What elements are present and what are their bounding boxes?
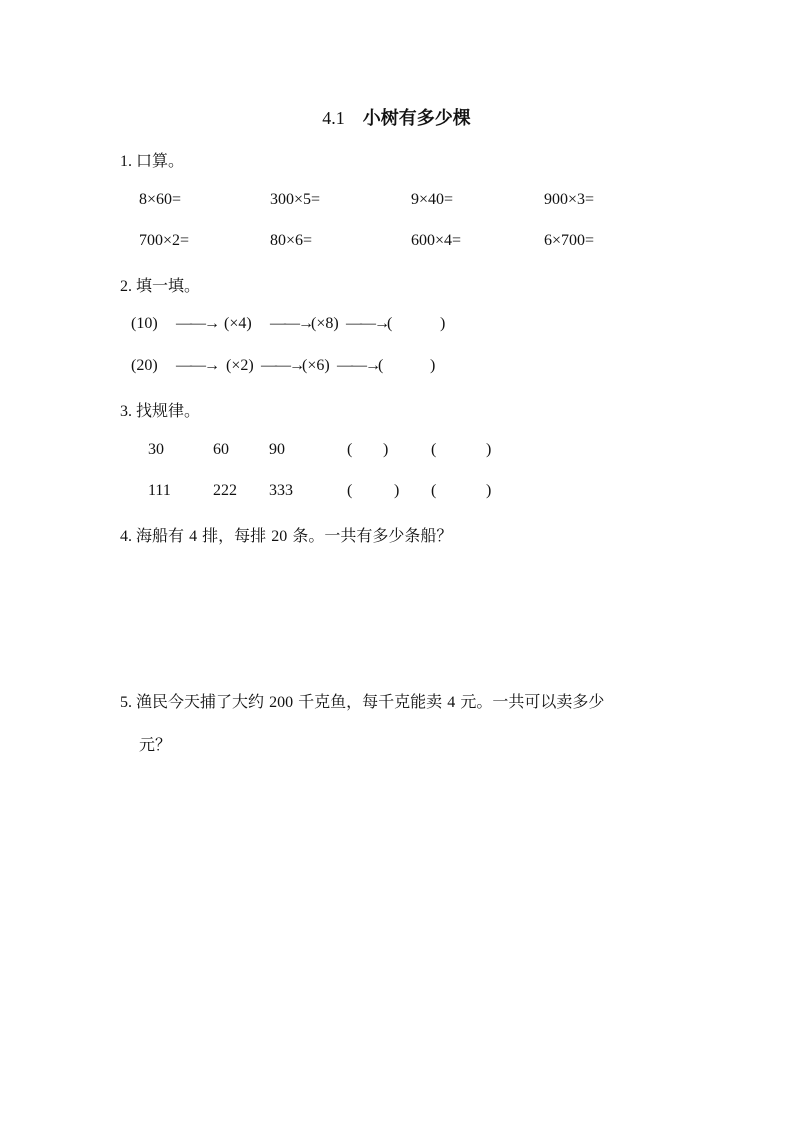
- question-number: 5.: [120, 694, 136, 711]
- chain-operation: (×6): [302, 357, 330, 374]
- question-number: 3.: [120, 403, 136, 420]
- question-number-value: 20: [271, 528, 288, 545]
- chain-operation: (×2): [226, 357, 254, 374]
- answer-blank-open[interactable]: (: [347, 441, 353, 458]
- question-2-heading: [120, 273, 200, 296]
- math-item: 700×2=: [139, 232, 190, 249]
- pattern-value: 333: [269, 482, 293, 499]
- answer-blank-close: ): [430, 357, 436, 374]
- math-item: 6×700=: [544, 232, 595, 249]
- answer-blank-close: ): [394, 482, 400, 499]
- question-text: 找规律。: [136, 401, 201, 420]
- question-text: 口算。: [136, 151, 185, 170]
- answer-blank-open[interactable]: (: [378, 357, 384, 374]
- pattern-value: 30: [148, 441, 164, 458]
- question-text: 填一填。: [136, 276, 201, 295]
- arrow-icon: ——→: [261, 357, 303, 374]
- answer-blank-open[interactable]: (: [387, 315, 393, 332]
- page-title: [0, 104, 793, 130]
- answer-blank-close: ): [440, 315, 446, 332]
- arrow-icon: ——→: [176, 357, 218, 374]
- chain-start: (20): [131, 357, 158, 374]
- question-text-part: 千克鱼，每千克能卖: [293, 692, 448, 711]
- arrow-icon: ——→: [176, 315, 218, 332]
- question-text-part: 条。一共有多少条船？: [287, 526, 453, 545]
- question-3-heading: [120, 398, 200, 421]
- math-item: 8×60=: [139, 191, 182, 208]
- arrow-icon: ——→: [346, 315, 388, 332]
- question-number: 4.: [120, 528, 136, 545]
- question-text-part: 元。一共可以卖多少: [455, 692, 605, 711]
- section-number: 4.1: [322, 108, 345, 128]
- chain-operation: (×4): [224, 315, 252, 332]
- question-5-line-1: [120, 689, 604, 712]
- pattern-value: 222: [213, 482, 237, 499]
- answer-space-5[interactable]: [120, 765, 680, 965]
- answer-blank-open[interactable]: (: [431, 441, 437, 458]
- question-text-part: 渔民今天捕了大约: [136, 692, 270, 711]
- question-number: 2.: [120, 278, 136, 295]
- math-item: 300×5=: [270, 191, 321, 208]
- question-number-value: 4: [189, 528, 198, 545]
- arrow-icon: ——→: [270, 315, 312, 332]
- answer-blank-close: ): [383, 441, 389, 458]
- pattern-value: 90: [269, 441, 285, 458]
- answer-blank-close: ): [486, 441, 492, 458]
- answer-space-4[interactable]: [120, 550, 680, 680]
- arrow-icon: ——→: [337, 357, 379, 374]
- question-text-part: 海船有: [136, 526, 190, 545]
- pattern-value: 111: [148, 482, 171, 499]
- math-item: 9×40=: [411, 191, 454, 208]
- question-1-heading: [120, 148, 184, 171]
- section-title: 小树有多少棵: [362, 108, 471, 129]
- answer-blank-open[interactable]: (: [431, 482, 437, 499]
- question-number-value: 4: [447, 694, 456, 711]
- math-item: 600×4=: [411, 232, 462, 249]
- question-number: 1.: [120, 153, 136, 170]
- pattern-value: 60: [213, 441, 229, 458]
- answer-blank-close: ): [486, 482, 492, 499]
- math-item: 900×3=: [544, 191, 595, 208]
- answer-blank-open[interactable]: (: [347, 482, 353, 499]
- question-text-part: 排，每排: [197, 526, 272, 545]
- chain-start: (10): [131, 315, 158, 332]
- question-4: [120, 523, 452, 546]
- math-item: 80×6=: [270, 232, 313, 249]
- question-number-value: 200: [269, 694, 294, 711]
- question-5-line-2: 元？: [139, 735, 172, 754]
- chain-operation: (×8): [311, 315, 339, 332]
